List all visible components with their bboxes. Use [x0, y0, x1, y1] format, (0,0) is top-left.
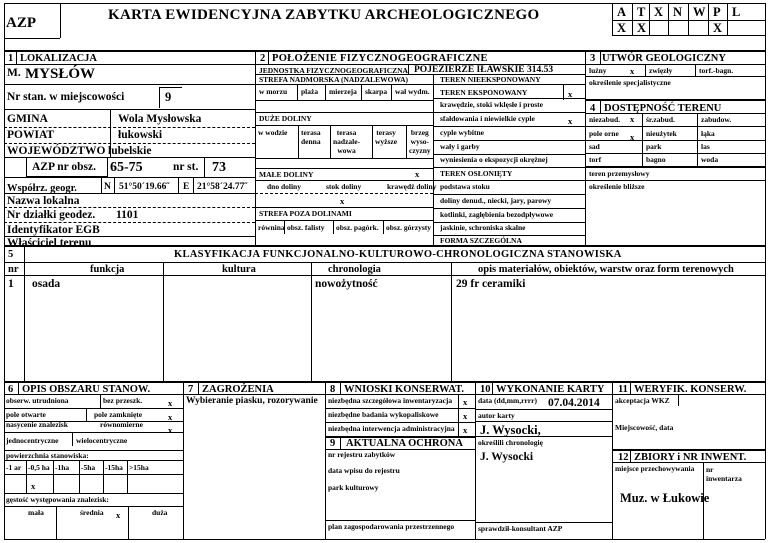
- period-letter-5: P: [713, 5, 721, 19]
- nazwa-label: Nazwa lokalna: [7, 195, 80, 207]
- s12-label: ZBIORY i NR INWENT.: [634, 452, 747, 463]
- row1-funkcja: osada: [32, 278, 61, 290]
- poza-cell-1: obsz. falisty: [287, 223, 325, 232]
- eksp-item-0: krawędzie, stoki wklęsłe i proste: [440, 100, 543, 109]
- period-letter-6: L: [732, 5, 741, 19]
- class-col-0: nr: [8, 264, 19, 275]
- forma-szczeg: FORMA SZCZEGÓLNA: [440, 236, 522, 245]
- azp-title: AZP: [6, 15, 36, 31]
- card-title: KARTA EWIDENCYJNA ZABYTKU ARCHEOLOGICZNEGO: [108, 7, 540, 23]
- eksp-item-2: cyple wybitne: [440, 128, 484, 137]
- pow-label: powierzchnia stanowiska:: [6, 451, 89, 460]
- male-mark: x: [415, 169, 420, 179]
- nr-stan-label: Nr stan. w miejscowości: [7, 91, 125, 103]
- s7-label: ZAGROŻENIA: [202, 384, 274, 395]
- geology-cell-1: zwięzły: [649, 66, 673, 75]
- access-cell-1-2: łąka: [701, 129, 715, 138]
- duze-doliny: DUŻE DOLINY: [259, 114, 312, 123]
- rownomierne: równomierne: [100, 420, 143, 429]
- pole-zamkn: pole zamknięte: [94, 410, 143, 419]
- male-doliny: MAŁE DOLINY: [259, 170, 314, 179]
- row1-nr: 1: [8, 278, 14, 290]
- s9-label: AKTUALNA OCHRONA: [346, 438, 463, 449]
- eksp-item-3: wały i garby: [440, 142, 480, 151]
- class-col-2: kultura: [222, 264, 256, 275]
- wniosek-mark-1: x: [463, 411, 468, 421]
- azp-obsz-value: 65-75: [110, 160, 143, 175]
- osl-item-1: doliny denud., niecki, jary, parowy: [440, 196, 552, 205]
- akceptacja: akceptacja WKZ: [615, 396, 670, 405]
- class-col-4: opis materiałów, obiektów, warstw oraz form terenowych: [478, 264, 734, 275]
- woj-label: WOJEWÓDZTWO: [7, 145, 106, 157]
- s10-num: 10: [480, 384, 491, 395]
- area-cell-2: -1ha: [55, 463, 70, 472]
- osl-item-3: jaskinie, schroniska skalne: [440, 223, 526, 232]
- pow-mark: x: [31, 481, 36, 491]
- wniosek-mark-2: x: [463, 425, 468, 435]
- jedn-label: JEDNOSTKA FIZYCZNOGEOGRAFICZNA: [259, 66, 408, 75]
- woj-value: lubelskie: [108, 145, 152, 157]
- s8-num: 8: [330, 384, 336, 395]
- wniosek-0: niezbędna szczegółowa inwentaryzacja: [328, 396, 453, 405]
- rown-mark: x: [168, 425, 173, 435]
- s11-num: 11: [618, 384, 628, 395]
- dzialki-label: Nr działki geodez.: [7, 209, 96, 221]
- period-letter-2: X: [654, 5, 664, 19]
- access-cell-0-0: niezabud.: [589, 115, 621, 124]
- period-mark-0: X: [617, 21, 627, 35]
- s11-label: WERYFIK. KONSERW.: [634, 384, 747, 395]
- nr-st-value: 73: [212, 160, 226, 175]
- geology-cell-2: torf.-bagn.: [699, 66, 734, 75]
- period-letter-0: A: [617, 5, 627, 19]
- density-cell-1: średnia: [80, 508, 104, 517]
- s2-label: POŁOŻENIE FIZYCZNOGEOGRAFICZNE: [272, 53, 488, 64]
- area-cell-1: -0,5 ha: [28, 463, 50, 472]
- e-value: 21°58´24.77˝: [197, 182, 248, 192]
- wspolrz-label: Współrz. geogr.: [7, 183, 77, 194]
- row1-opis: 29 fr ceramiki: [456, 278, 526, 290]
- wielocentryczne: wielocentryczne: [76, 436, 128, 445]
- eksp-item-1: sfałdowania i niewielkie cyple: [440, 114, 535, 123]
- wniosek-1: niezbędne badania wykopaliskowe: [328, 410, 439, 419]
- zbiory-value: Muz. w Łukowie: [620, 491, 710, 505]
- nadmorska-cell-3: skarpa: [365, 87, 388, 96]
- egb-label: Identyfikator EGB: [7, 224, 100, 236]
- pole-mark: x: [168, 412, 173, 422]
- male-cell-mark: x: [340, 196, 345, 206]
- strefa-nadmorska: STREFA NADMORSKA (NADZALEWOWA): [259, 75, 409, 84]
- access-cell-3-0: torf: [589, 155, 602, 164]
- access-cell-2-2: las: [701, 142, 710, 151]
- period-letter-1: T: [637, 5, 646, 19]
- ochrona-1: data wpisu do rejestru: [328, 466, 400, 475]
- nadmorska-cell-2: mierzeja: [329, 87, 357, 96]
- class-col-3: chronologia: [328, 264, 381, 275]
- miejsce-przech: miejsce przechowywania: [615, 464, 695, 473]
- obs-utrud: obserw. utrudniona: [6, 396, 69, 405]
- area-cell-5: >15ha: [129, 463, 149, 472]
- male-cell-0: dno doliny: [267, 182, 301, 191]
- nasycenie: nasycenie znalezisk: [6, 420, 68, 429]
- period-letter-4: W: [693, 5, 706, 19]
- autor-value: J. Wysocki,: [480, 423, 541, 437]
- okr-chron: określili chronologię: [478, 438, 543, 447]
- n-label: N: [104, 182, 111, 192]
- duze-cell-0: w wodzie: [258, 128, 288, 137]
- bez-mark: x: [168, 398, 173, 408]
- area-cell-0: -1 ar: [6, 463, 22, 472]
- poza-cell-0: równina: [258, 223, 285, 232]
- s5-label: KLASYFIKACJA FUNKCJONALNO-KULTUROWO-CHRONOLOGICZNA STANOWISKA: [174, 249, 622, 260]
- poza-cell-2: obsz. pagórk.: [336, 223, 379, 232]
- duze-cell-2: terasa nadzale- wowa: [333, 128, 361, 155]
- autor-label: autor karty: [478, 411, 515, 420]
- s6-label: OPIS OBSZARU STANOW.: [22, 384, 151, 395]
- powiat-label: POWIAT: [7, 129, 55, 141]
- sprawdzil: sprawdził-konsultant AZP: [478, 524, 563, 533]
- teren-przem: teren przemysłowy: [589, 169, 650, 178]
- miejsc-data: Miejscowość, data: [615, 423, 674, 432]
- osl-item-2: kotlinki, zagłębienia bezodpływowe: [440, 210, 554, 219]
- nadmorska-cell-1: plaża: [301, 87, 319, 96]
- access-cell-0-1: śr.zabud.: [646, 115, 675, 124]
- nr-stan-value: 9: [165, 90, 172, 104]
- duze-cell-3: terasy wyższe: [375, 128, 398, 146]
- wniosek-mark-0: x: [463, 397, 468, 407]
- class-col-1: funkcja: [90, 264, 125, 275]
- wniosek-2: niezbędna interwencja administracyjna: [328, 424, 455, 433]
- s1-label: LOKALIZACJA: [20, 53, 98, 64]
- s12-num: 12: [618, 452, 629, 463]
- access-mark-2: x: [630, 132, 635, 142]
- access-cell-3-2: woda: [701, 155, 719, 164]
- duze-cell-1: terasa denna: [301, 128, 321, 146]
- row1-chron: nowożytność: [315, 278, 378, 290]
- gestosc-label: gęstość występowania znalezisk:: [6, 495, 109, 504]
- s3-label: UTWÓR GEOLOGICZNY: [602, 53, 726, 64]
- s3-num: 3: [590, 53, 596, 64]
- n-value: 51°50´19.66˝: [119, 182, 170, 192]
- geology-mark: x: [630, 66, 635, 76]
- teren-oslon: TEREN OSŁONIĘTY: [440, 169, 513, 178]
- osl-item-0: podstawa stoku: [440, 182, 490, 191]
- teren-nieeksp: TEREN NIEEKSPONOWANY: [440, 75, 541, 84]
- nadmorska-cell-4: wał wydm.: [395, 87, 430, 96]
- gmina-label: GMINA: [7, 113, 48, 125]
- sfald-mark: x: [568, 116, 573, 126]
- gmina-value: Wola Mysłowska: [118, 113, 202, 125]
- density-cell-0: mała: [28, 508, 44, 517]
- access-cell-2-0: sad: [589, 142, 600, 151]
- duze-cell-4: brzeg wyso- czyzny: [409, 128, 431, 155]
- chron-value: J. Wysocki: [480, 451, 534, 463]
- pole-otwarte: pole otwarte: [6, 410, 46, 419]
- s7-num: 7: [188, 384, 194, 395]
- miejscowosc-value: MYSŁÓW: [25, 66, 96, 82]
- teren-eksp-mark: x: [568, 89, 573, 99]
- access-cell-1-1: nieużytek: [646, 129, 677, 138]
- period-mark-1: X: [637, 21, 647, 35]
- azp-obsz-label: AZP nr obsz.: [32, 161, 97, 173]
- powiat-value: łukowski: [118, 129, 163, 141]
- s4-label: DOSTĘPNOŚĆ TERENU: [604, 103, 722, 114]
- okr-bliz: określenie bliższe: [589, 182, 645, 191]
- m-label: M.: [7, 67, 21, 79]
- access-cell-0-2: zabudow.: [701, 115, 732, 124]
- ochrona-2: park kulturowy: [328, 483, 379, 492]
- male-cell-2: krawędź doliny: [387, 182, 437, 191]
- dzialki-value: 1101: [116, 209, 139, 221]
- ochrona-0: nr rejestru zabytków: [328, 450, 396, 459]
- s8-label: WNIOSKI KONSERWAT.: [344, 384, 465, 395]
- jednocentryczne: jednocentryczne: [6, 436, 59, 445]
- data-label: data (dd,mm,rrrr): [478, 396, 537, 405]
- poza-cell-3: obsz. górzysty: [386, 223, 431, 232]
- okr-spec: określenie specjalistyczne: [589, 78, 671, 87]
- s6-num: 6: [8, 384, 14, 395]
- period-mark-5: X: [713, 21, 723, 35]
- bez-przeszk: bez przeszk.: [103, 396, 143, 405]
- male-cell-1: stok doliny: [326, 182, 362, 191]
- s9-num: 9: [330, 438, 336, 449]
- s10-label: WYKONANIE KARTY: [496, 384, 605, 395]
- s1-num: 1: [8, 53, 14, 64]
- jedn-value: POJEZIERZE IŁAWSKIE 314.53: [414, 65, 554, 75]
- access-cell-3-1: bagno: [646, 155, 666, 164]
- area-cell-4: -15ha: [105, 463, 123, 472]
- data-value: 07.04.2014: [548, 397, 600, 409]
- e-label: E: [183, 182, 190, 192]
- access-cell-2-1: park: [646, 142, 662, 151]
- gest-mark: x: [116, 510, 121, 520]
- s4-num: 4: [590, 103, 596, 114]
- zagrozenia-value: Wybieranie piasku, rozorywanie: [186, 396, 318, 406]
- eksp-item-4: wyniesienia o ekspozycji okrężnej: [440, 155, 548, 164]
- strefa-poza: STREFA POZA DOLINAMI: [259, 209, 352, 218]
- density-cell-2: duża: [152, 508, 168, 517]
- period-letter-3: N: [673, 5, 683, 19]
- access-mark-1: x: [630, 114, 635, 124]
- teren-eksp: TEREN EKSPONOWANY: [440, 88, 528, 97]
- s2-num: 2: [260, 53, 266, 64]
- geology-cell-0: luźny: [589, 66, 607, 75]
- wlasciciel-label: Właściciel terenu: [7, 237, 92, 249]
- nadmorska-cell-0: w morzu: [259, 87, 288, 96]
- ochrona-3: plan zagospodarowania przestrzennego: [328, 522, 455, 531]
- nr-inw: nr inwentarza: [706, 465, 742, 483]
- area-cell-3: -5ha: [81, 463, 96, 472]
- nr-st-label: nr st.: [173, 161, 199, 173]
- s5-num: 5: [8, 249, 14, 260]
- access-cell-1-0: pole orne: [589, 129, 619, 138]
